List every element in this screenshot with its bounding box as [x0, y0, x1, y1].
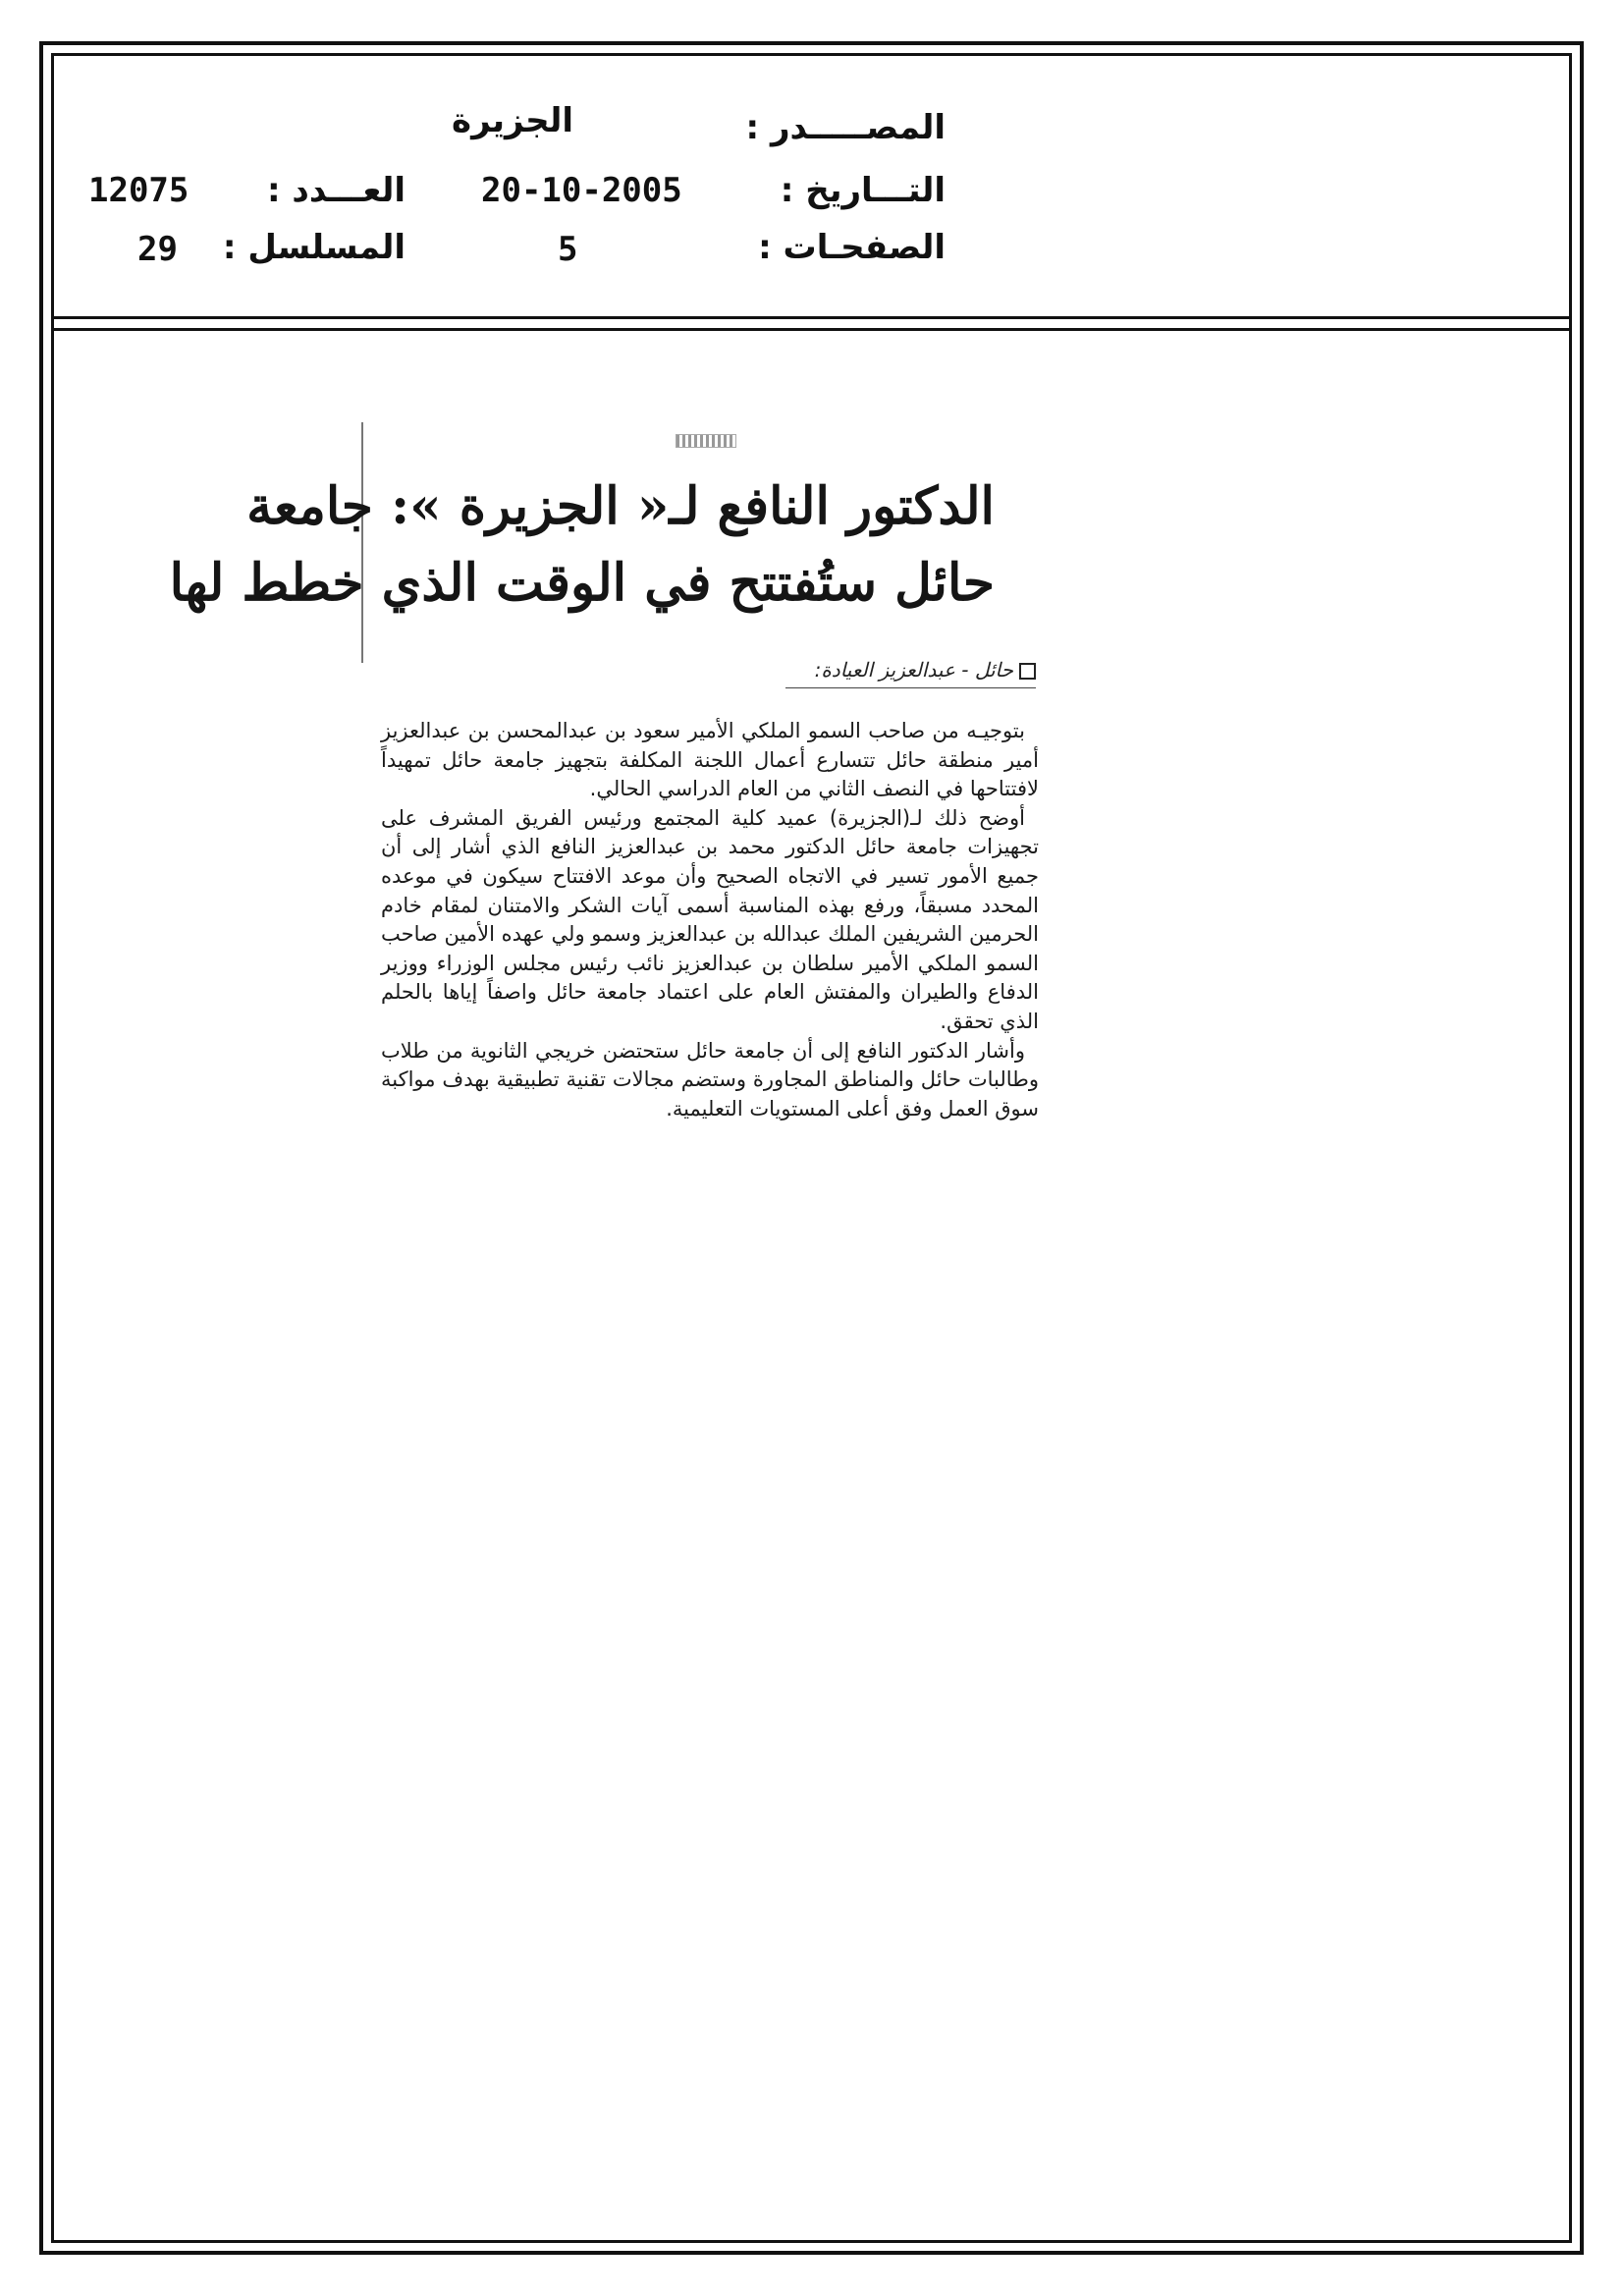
date-label: التـــاريخ : [780, 171, 946, 210]
clipping-edge-line [361, 422, 363, 663]
header-divider-bottom [51, 328, 1572, 331]
byline [815, 658, 1036, 682]
pages-value: 5 [558, 230, 578, 269]
issue-value: 12075 [88, 171, 189, 210]
square-bullet-icon [1019, 663, 1036, 680]
article-paragraph-3: وأشار الدكتور النافع إلى أن جامعة حائل ستحتضن خريجي الثانوية من طلاب وطالبات حائل والمناطق المجاورة وستضم مجالات تقنية تطبيقية بهدف مواكبة سوق العمل وفق أعلى المستويات التعليمية. [381, 1038, 1039, 1121]
article-paragraph-1: بتوجيـه من صاحب السمو الملكي الأمير سعود بن عبدالمحسن بن عبدالعزيز أمير منطقة حائل تتسارع أعمال اللجنة المكلفة بتجهيز جامعة حائل تمهيداً لافتتاحها في النصف الثاني من العام الدراسي الحالي. [381, 719, 1039, 801]
source-label: المصـــــدر : [745, 108, 946, 147]
pages-label: الصفحـات : [758, 228, 946, 267]
article-body [381, 717, 1039, 1123]
issue-label: العـــدد : [267, 171, 406, 210]
article-paragraph-2: أوضح ذلك لـ(الجزيرة) عميد كلية المجتمع ورئيس الفريق المشرف على تجهيزات جامعة حائل الدكتور محمد بن عبدالعزيز النافع الذي أشار إلى أن جميع الأمور تسير في الاتجاه الصحيح وأن موعد الافتتاح سيكون في موعده المحدد مسبقاً، ورفع بهذه المناسبة أسمى آيات الشكر والامتنان لمقام خادم الحرمين الشريفين الملك عبدالله بن عبدالعزيز وسمو ولي عهده الأمين صاحب السمو الملكي الأمير سلطان بن عبدالعزيز نائب رئيس مجلس الوزراء ووزير الدفاع والطيران والمفتش العام على اعتماد جامعة حائل واصفاً إياها بالحلم الذي تحقق. [381, 805, 1039, 1033]
source-value: الجزيرة [452, 101, 574, 140]
byline-text: حائل - عبدالعزيز العيادة: [814, 658, 1013, 682]
headline-line-1: الدكتور النافع لـ« الجزيرة »: جامعة [246, 476, 995, 536]
byline-underline [785, 687, 1036, 688]
date-value: 20-10-2005 [481, 171, 682, 210]
clipping-marker-icon [676, 434, 736, 448]
serial-label: المسلسل : [222, 228, 406, 267]
header-divider-top [51, 316, 1572, 319]
page-border-inner [51, 53, 1572, 2243]
headline-line-2: حائل ستُفتتح في الوقت الذي خطط لها [169, 553, 995, 613]
serial-value: 29 [137, 230, 178, 269]
